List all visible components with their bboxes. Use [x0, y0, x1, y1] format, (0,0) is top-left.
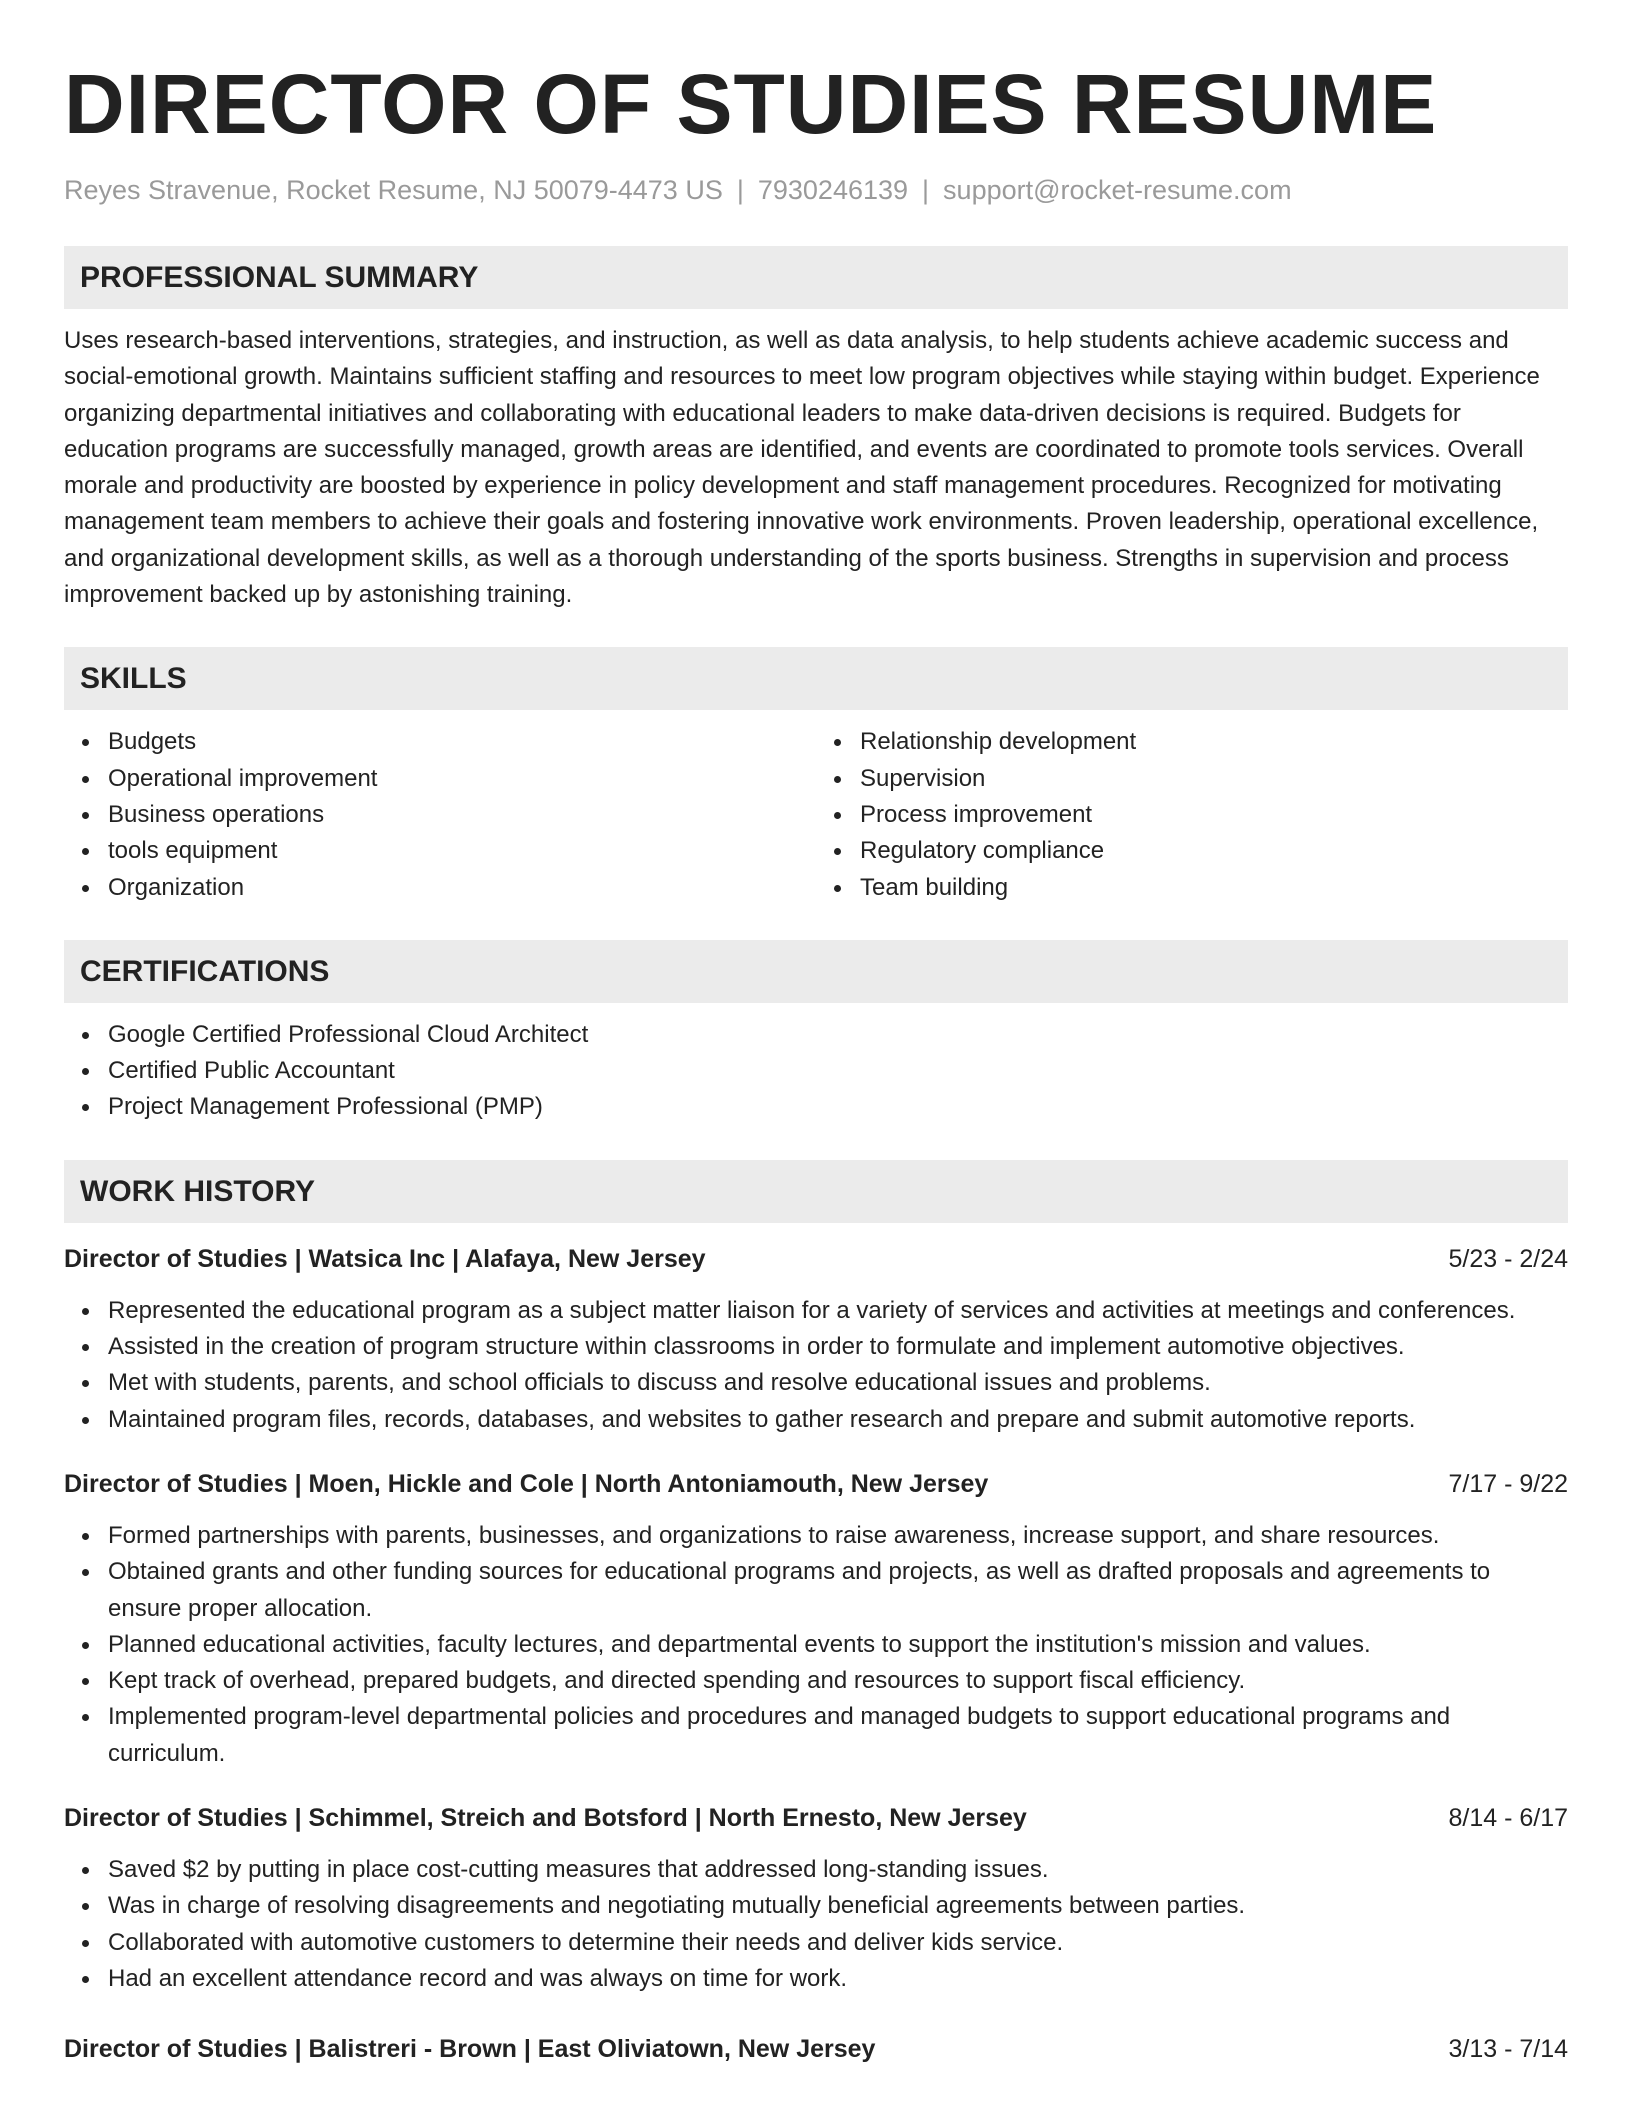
certifications-list: [64, 1017, 1568, 1126]
skill-item: Supervision: [860, 761, 1568, 797]
certification-item: Google Certified Professional Cloud Architect: [108, 1017, 1568, 1053]
job-title: Director of Studies | Balistreri - Brown | East Oliviatown, New Jersey: [64, 2035, 876, 2064]
certification-item: Certified Public Accountant: [108, 1053, 1568, 1089]
skill-item: Process improvement: [860, 797, 1568, 833]
contact-phone: 7930246139: [757, 175, 909, 205]
job-entry: [64, 1466, 1568, 1772]
job-bullet: Was in charge of resolving disagreements and negotiating mutually beneficial agreements between parties.: [108, 1888, 1568, 1924]
certification-item: Project Management Professional (PMP): [108, 1089, 1568, 1125]
certifications-section: [64, 940, 1568, 1126]
section-heading: SKILLS: [64, 647, 1568, 710]
section-heading: PROFESSIONAL SUMMARY: [64, 246, 1568, 309]
skill-item: Team building: [860, 870, 1568, 906]
job-entry: [64, 1241, 1568, 1438]
job-bullet: Had an excellent attendance record and was always on time for work.: [108, 1961, 1568, 1997]
job-bullet: Represented the educational program as a subject matter liaison for a variety of services and activities at meetings and conferences.: [108, 1293, 1568, 1329]
job-bullet: Formed partnerships with parents, businesses, and organizations to raise awareness, increase support, and share resources.: [108, 1518, 1568, 1554]
job-header: [64, 1800, 1568, 1836]
skill-item: Business operations: [108, 797, 816, 833]
job-bullet: Kept track of overhead, prepared budgets, and directed spending and resources to support fiscal efficiency.: [108, 1663, 1568, 1699]
contact-line: [64, 172, 1568, 208]
job-bullet: Assisted in the creation of program structure within classrooms in order to formulate and implement automotive objectives.: [108, 1329, 1568, 1365]
job-dates: 3/13 - 7/14: [1448, 2035, 1568, 2064]
job-title: Director of Studies | Watsica Inc | Alafaya, New Jersey: [64, 1244, 706, 1273]
contact-email: support@rocket-resume.com: [943, 175, 1292, 205]
skills-columns: [64, 724, 1568, 905]
summary-text: Uses research-based interventions, strategies, and instruction, as well as data analysis, to help students achieve academic success and social-emotional growth. Maintains sufficient staffing and resources to meet low program objectives while staying within budget. Experience organizing departmental initiatives and collaborating with educational leaders to make data-driven decisions is required. Budgets for education programs are successfully managed, growth areas are identified, and events are coordinated to promote tools services. Overall morale and productivity are boosted by experience in policy development and staff management procedures. Recognized for motivating management team members to achieve their goals and fostering innovative work environments. Proven leadership, operational excellence, and organizational development skills, as well as a thorough understanding of the sports business. Strengths in supervision and process improvement backed up by astonishing training.: [64, 327, 1540, 609]
skills-list-right: [816, 724, 1568, 905]
job-dates: 5/23 - 2/24: [1448, 1244, 1568, 1273]
summary-section: [64, 246, 1568, 613]
skill-item: Relationship development: [860, 724, 1568, 760]
job-header: [64, 1241, 1568, 1277]
skill-item: tools equipment: [108, 833, 816, 869]
job-bullet: Maintained program files, records, databases, and websites to gather research and prepare and submit automotive reports.: [108, 1402, 1568, 1438]
job-header: [64, 1466, 1568, 1502]
job-title: Director of Studies | Moen, Hickle and Cole | North Antoniamouth, New Jersey: [64, 1469, 989, 1498]
contact-separator: |: [922, 175, 930, 205]
job-bullet: Implemented program-level departmental policies and procedures and managed budgets to support educational programs and curriculum.: [108, 1699, 1568, 1772]
skill-item: Organization: [108, 870, 816, 906]
job-header: [64, 2031, 1568, 2067]
skill-item: Operational improvement: [108, 761, 816, 797]
job-title: Director of Studies | Schimmel, Streich and Botsford | North Ernesto, New Jersey: [64, 1804, 1027, 1833]
skills-list-left: [64, 724, 816, 905]
job-bullets: [64, 1293, 1568, 1438]
job-bullet: Saved $2 by putting in place cost-cutting measures that addressed long-standing issues.: [108, 1852, 1568, 1888]
skill-item: Regulatory compliance: [860, 833, 1568, 869]
work-history-section: [64, 1160, 1568, 2067]
job-entry: [64, 1800, 1568, 1997]
section-heading: CERTIFICATIONS: [64, 940, 1568, 1003]
job-bullet: Obtained grants and other funding sources for educational programs and projects, as well as drafted proposals and agreements to ensure proper allocation.: [108, 1554, 1568, 1627]
job-entry: [64, 2031, 1568, 2067]
skills-section: [64, 647, 1568, 905]
section-heading: WORK HISTORY: [64, 1160, 1568, 1223]
job-bullet: Collaborated with automotive customers to determine their needs and deliver kids service.: [108, 1925, 1568, 1961]
job-bullets: [64, 1518, 1568, 1772]
job-dates: 7/17 - 9/22: [1448, 1469, 1568, 1498]
skill-item: Budgets: [108, 724, 816, 760]
job-bullets: [64, 1852, 1568, 1997]
resume-title: DIRECTOR OF STUDIES RESUME: [64, 57, 1438, 151]
contact-separator: |: [736, 175, 744, 205]
job-dates: 8/14 - 6/17: [1448, 1804, 1568, 1833]
job-bullet: Met with students, parents, and school officials to discuss and resolve educational issues and problems.: [108, 1365, 1568, 1401]
contact-address: Reyes Stravenue, Rocket Resume, NJ 50079-4473 US: [64, 175, 723, 205]
job-bullet: Planned educational activities, faculty lectures, and departmental events to support the institution's mission and values.: [108, 1627, 1568, 1663]
